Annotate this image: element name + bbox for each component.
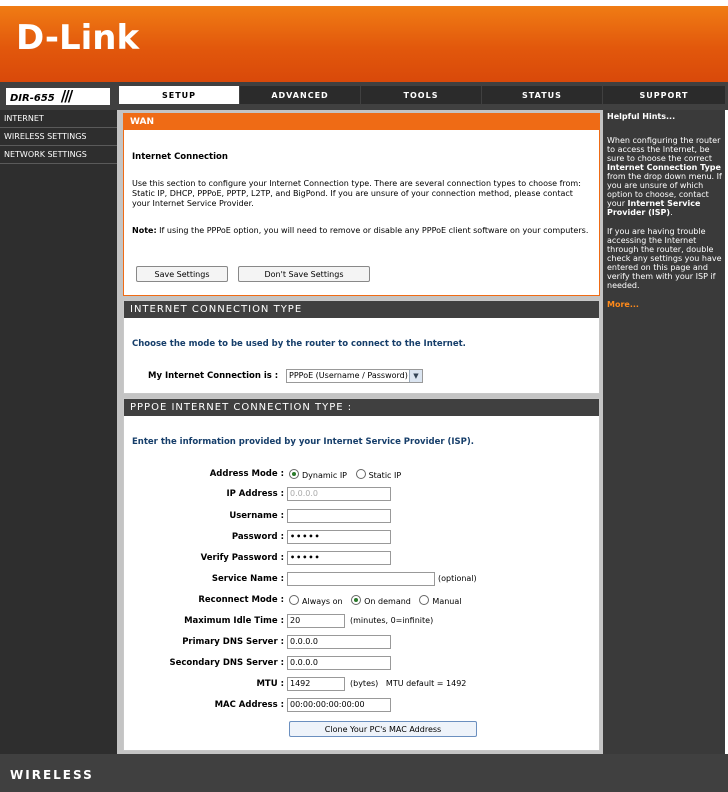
hint-text: When configuring the router to access the Internet, be sure to choose the correct — [607, 136, 721, 163]
secondary-dns-field[interactable]: 0.0.0.0 — [287, 656, 391, 670]
manual-radio[interactable] — [419, 595, 429, 605]
connection-type-box — [123, 300, 600, 394]
connection-type-header: INTERNET CONNECTION TYPE — [124, 301, 599, 318]
static-ip-label: Static IP — [368, 471, 402, 480]
sidebar-item-internet[interactable]: INTERNET — [0, 110, 117, 128]
helpful-hints-panel — [603, 110, 725, 754]
dont-save-settings-button[interactable]: Don't Save Settings — [238, 266, 370, 282]
hint-text: . — [670, 208, 673, 217]
username-label: Username : — [229, 511, 284, 521]
sidebar — [0, 110, 117, 754]
hint-text: from the drop down menu. If you are unsure of which option to choose, contact your — [607, 172, 722, 208]
connection-type-prompt: Choose the mode to be used by the router to connect to the Internet. — [132, 339, 466, 349]
username-field[interactable] — [287, 509, 391, 523]
password-label: Password : — [231, 532, 284, 542]
internet-connection-title: Internet Connection — [132, 152, 228, 162]
password-field[interactable]: ••••• — [287, 530, 391, 544]
model-name: DIR-655 — [10, 93, 55, 104]
wireless-footer-label: WIRELESS — [10, 768, 94, 782]
slashes-icon: /// — [60, 87, 72, 105]
dlink-logo: D-Link — [16, 18, 140, 58]
hint-bold: Internet Service Provider (ISP) — [607, 199, 701, 217]
verify-password-label: Verify Password : — [200, 553, 284, 563]
on-demand-radio[interactable] — [351, 595, 361, 605]
wan-note — [132, 226, 592, 236]
pppoe-prompt: Enter the information provided by your Internet Service Provider (ISP). — [132, 437, 475, 447]
tab-advanced[interactable]: ADVANCED — [240, 86, 360, 104]
hint-paragraph-1 — [607, 136, 723, 217]
hint-paragraph-2: If you are having trouble accessing the Internet through the router, double check any settings you have entered on this page and verify them with your ISP if needed. — [607, 227, 722, 290]
header-banner — [0, 6, 728, 82]
note-text: If using the PPPoE option, you will need to remove or disable any PPPoE client software on your computers. — [156, 226, 589, 235]
sidebar-item-network-settings[interactable]: NETWORK SETTINGS — [0, 146, 117, 164]
primary-dns-label: Primary DNS Server : — [182, 637, 284, 647]
ip-address-label: IP Address : — [226, 489, 284, 499]
always-on-radio[interactable] — [289, 595, 299, 605]
tab-support[interactable]: SUPPORT — [603, 86, 725, 104]
static-ip-radio[interactable] — [356, 469, 366, 479]
tab-tools[interactable]: TOOLS — [361, 86, 481, 104]
connection-type-label: My Internet Connection is : — [148, 371, 279, 381]
model-label — [6, 88, 110, 105]
idle-time-suffix: (minutes, 0=infinite) — [350, 616, 434, 625]
address-mode-group — [289, 469, 401, 480]
connection-type-select[interactable] — [286, 369, 423, 383]
dynamic-ip-label: Dynamic IP — [302, 471, 348, 480]
verify-password-field[interactable]: ••••• — [287, 551, 391, 565]
max-idle-time-field[interactable]: 20 — [287, 614, 345, 628]
max-idle-time-label: Maximum Idle Time : — [184, 616, 284, 626]
mac-address-field[interactable]: 00:00:00:00:00:00 — [287, 698, 391, 712]
reconnect-mode-group — [289, 595, 462, 606]
secondary-dns-label: Secondary DNS Server : — [169, 658, 284, 668]
service-name-field[interactable] — [287, 572, 435, 586]
more-link[interactable]: More... — [607, 300, 639, 309]
wan-description: Use this section to configure your Internet Connection type. There are several connection types to choose from: Static IP, DHCP, PPPoE, PPTP, L2TP, and BigPond. If you are unsure of your connection method, please contact your Internet Service Provider. — [132, 179, 581, 208]
hints-title: Helpful Hints... — [607, 112, 676, 121]
pppoe-box — [123, 398, 600, 751]
hint-bold: Internet Connection Type — [607, 163, 721, 172]
primary-dns-field[interactable]: 0.0.0.0 — [287, 635, 391, 649]
clone-mac-button[interactable]: Clone Your PC's MAC Address — [289, 721, 477, 737]
pppoe-header: PPPOE INTERNET CONNECTION TYPE : — [124, 399, 599, 416]
mtu-suffix: (bytes) MTU default = 1492 — [350, 679, 467, 688]
dynamic-ip-radio[interactable] — [289, 469, 299, 479]
optional-note: (optional) — [438, 574, 477, 583]
manual-label: Manual — [432, 597, 462, 606]
sidebar-item-wireless-settings[interactable]: WIRELESS SETTINGS — [0, 128, 117, 146]
reconnect-mode-label: Reconnect Mode : — [198, 595, 284, 605]
mac-address-label: MAC Address : — [214, 700, 284, 710]
address-mode-label: Address Mode : — [209, 469, 284, 479]
note-label: Note: — [132, 226, 157, 235]
save-settings-button[interactable]: Save Settings — [136, 266, 228, 282]
main-tabs — [119, 86, 603, 104]
tab-status[interactable]: STATUS — [482, 86, 602, 104]
ip-address-field[interactable]: 0.0.0.0 — [287, 487, 391, 501]
tab-setup[interactable]: SETUP — [119, 86, 239, 104]
wan-box — [123, 113, 600, 296]
connection-type-value: PPPoE (Username / Password) — [289, 371, 408, 380]
footer-bar — [0, 754, 728, 792]
on-demand-label: On demand — [364, 597, 411, 606]
mtu-label: MTU : — [256, 679, 284, 689]
wan-header: WAN — [124, 114, 599, 130]
service-name-label: Service Name : — [211, 574, 284, 584]
chevron-down-icon: ▼ — [409, 370, 422, 382]
mtu-field[interactable]: 1492 — [287, 677, 345, 691]
always-on-label: Always on — [302, 597, 343, 606]
